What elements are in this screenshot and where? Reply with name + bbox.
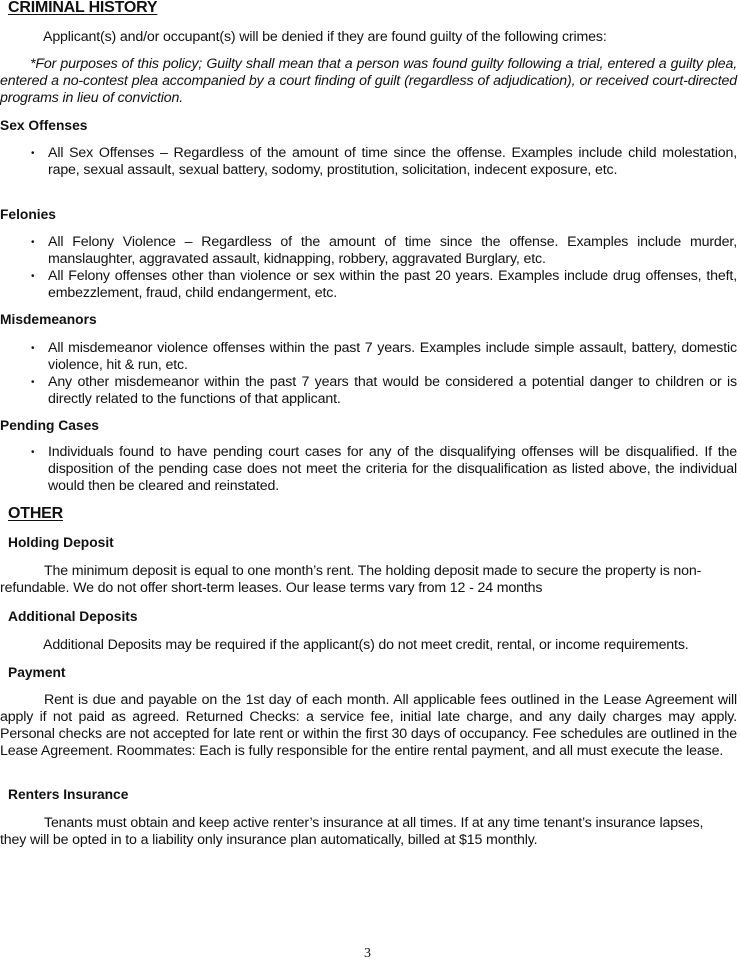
criminal-history-intro: Applicant(s) and/or occupant(s) will be denied if they are found guilty of the following crimes:: [43, 29, 607, 45]
bullet-icon: •: [31, 447, 35, 458]
bullet-icon: •: [31, 237, 35, 248]
list-item: • Individuals found to have pending court cases for any of the disqualifying offenses will be disqualified. If the disposition of the pending case does not meet the criteria for the disqualification as listed above, the individual would then be cleared and reinstated.: [31, 444, 737, 494]
criminal-history-heading: CRIMINAL HISTORY: [8, 0, 158, 16]
guilty-definition: *For purposes of this policy; Guilty shall mean that a person was found guilty following a trial, entered a guilty plea, entered a no-contest plea accompanied by a court finding of guilt (regardless of adjudication), or received court-directed programs in lieu of conviction.: [0, 56, 737, 106]
section-title-sex-offenses: Sex Offenses: [0, 118, 88, 133]
felonies-list: [0, 234, 737, 302]
additional-deposits-text: Additional Deposits may be required if the applicant(s) do not meet credit, rental, or income requirements.: [43, 637, 689, 653]
section-title-holding-deposit: Holding Deposit: [8, 535, 114, 550]
list-item: • All Sex Offenses – Regardless of the amount of time since the offense. Examples include child molestation, rape, sexual assault, sexual battery, sodomy, prostitution, solicitation, indecent exposure, etc.: [31, 145, 737, 178]
list-item: • All misdemeanor violence offenses within the past 7 years. Examples include simple assault, battery, domestic violence, hit & run, etc.: [31, 340, 737, 373]
list-item: • All Felony offenses other than violence or sex within the past 20 years. Examples include drug offenses, theft, embezzlement, fraud, child endangerment, etc.: [31, 268, 737, 301]
pending-cases-list: [0, 444, 737, 495]
payment-text: Rent is due and payable on the 1st day of each month. All applicable fees outlined in the Lease Agreement will apply if not paid as agreed. Returned Checks: a service fee, initial late charge, and any daily charges may apply. Personal checks are not accepted for late rent or within the first 30 days of occupancy. Fee schedules are outlined in the Lease Agreement. Roommates: Each is fully responsible for the entire rental payment, and all must execute the lease.: [0, 692, 737, 759]
sex-offenses-list: [0, 145, 737, 179]
section-title-misdemeanors: Misdemeanors: [0, 312, 97, 327]
renters-insurance-text: Tenants must obtain and keep active renter’s insurance at all times. If at any time tenant’s insurance lapses, they will be opted in to a liability only insurance plan automatically, billed at $15 monthly.: [0, 815, 704, 848]
other-heading: OTHER: [8, 505, 64, 522]
section-title-additional-deposits: Additional Deposits: [8, 609, 138, 624]
section-title-felonies: Felonies: [0, 207, 56, 222]
section-title-renters-insurance: Renters Insurance: [8, 787, 129, 802]
list-item: • All Felony Violence – Regardless of the amount of time since the offense. Examples include murder, manslaughter, aggravated assault, kidnapping, robbery, aggravated Burglary, etc.: [31, 234, 737, 267]
list-item: • Any other misdemeanor within the past 7 years that would be considered a potential danger to children or is directly related to the functions of that applicant.: [31, 374, 737, 407]
bullet-icon: •: [31, 271, 35, 282]
page-number: 3: [364, 946, 371, 961]
bullet-icon: •: [31, 343, 35, 354]
bullet-icon: •: [31, 148, 35, 159]
bullet-icon: •: [31, 377, 35, 388]
holding-deposit-text: The minimum deposit is equal to one month’s rent. The holding deposit made to secure the property is non- refundable. We do not offer short-term leases. Our lease terms vary from 12 - 24 months: [0, 563, 702, 596]
section-title-pending-cases: Pending Cases: [0, 418, 99, 433]
misdemeanors-list: [0, 340, 737, 408]
section-title-payment: Payment: [8, 665, 66, 680]
